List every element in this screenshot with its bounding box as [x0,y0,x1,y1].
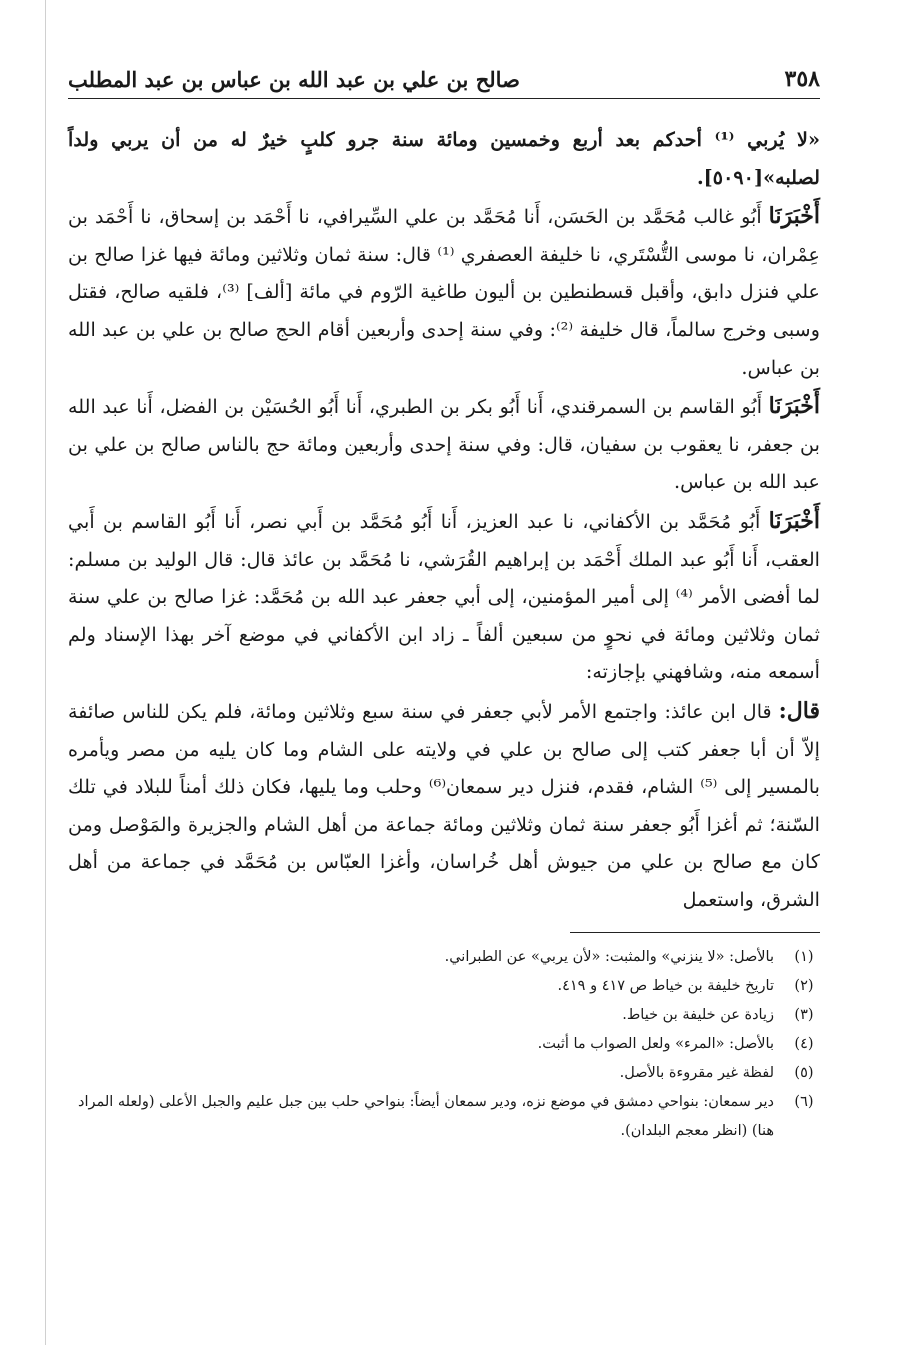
footnote-number: (٢) [794,978,814,995]
footnote-number: (٥) [794,1065,814,1082]
paragraph-text: أَبُو غالب مُحَمَّد بن الحَسَن، أَنا مُحَمَّد بن علي السِّيرافي، نا أَحْمَد بن إسحاق، نا أَحْمَد بن عِمْران، نا موسى التُّسْتَري، نا خليفة العصفري ⁽¹⁾ قال: سنة ثمان وثلاثين ومائة فيها غزا صالح بن علي فنزل دابق، وأقبل قسطنطين بن أليون طاغية الرّوم في مائة [ألف] ⁽³⁾، فلقيه صالح، فقتل وسبى وخرج سالماً، قال خليفة ⁽²⁾: وفي سنة إحدى وأربعين أقام الحج صالح بن علي بن عبد الله بن عباس. [68,205,821,379]
footnotes [68,943,820,1146]
footnote-text: بالأصل: «لا ينزني» والمثبت: «لأن يربي» عن الطبراني. [444,949,774,966]
book-page [68,48,820,1146]
paragraph-text: قال ابن عائذ: واجتمع الأمر لأبي جعفر في سنة سبع وثلاثين ومائة، فلم يكن للناس صائفة إلاّ أن أبا جعفر كتب إلى صالح بن علي في ولايته على الشام وما كان يليه من مصر ويأمره بالمسير إلى ⁽⁵⁾ الشام، فقدم، فنزل دير سمعان⁽⁶⁾ وحلب وما يليها، فكان ذلك أمناً للبلاد في تلك السّنة؛ ثم أغزا أَبُو جعفر سنة ثمان وثلاثين ومائة جماعة من أهل الشام والجزيرة والمَوْصل ومن كان مع صالح بن علي من جيوش أهل خُراسان، وأغزا العبّاس بن مُحَمَّد في جماعة من أهل الشرق، واستعمل [68,699,821,911]
page-number: ٣٥٨ [784,66,820,92]
running-header [68,48,820,99]
main-text [68,121,820,918]
paragraph-text: أَبُو القاسم بن السمرقندي، أَنا أَبُو بكر بن الطبري، أَنا أَبُو الحُسَيْن بن الفضل، أَنا عبد الله بن جعفر، نا يعقوب بن سفيان، قال: وفي سنة إحدى وأربعين ومائة حج بالناس صالح بن علي بن عبد الله بن عباس. [68,395,820,494]
footnote [68,943,820,972]
paragraph-text: «لا يُربي ⁽¹⁾ أحدكم بعد أربع وخمسين ومائة سنة جرو كلبٍ خيرٌ له من أن يربي ولداً لصلبه»[٥٠٩٠]. [68,128,820,189]
footnote [68,1088,820,1146]
paragraph-lead-word: أَخْبَرَنَا [768,203,820,230]
paragraph-lead-word: أَخْبَرَنَا [768,507,820,534]
narration-paragraph [68,503,820,691]
footnote-text: زيادة عن خليفة بن خياط. [622,1007,774,1024]
footnote-text: لفظة غير مقروءة بالأصل. [619,1065,774,1082]
paragraph-lead-word: أَخْبَرَنَا [768,393,820,420]
paragraph-text: أَبُو مُحَمَّد بن الأكفاني، نا عبد العزيز، أَنا أَبُو مُحَمَّد بن أَبي نصر، أَنا أَبُو القاسم بن أَبي العقب، أَنا أَبُو عبد الملك أَحْمَد بن إبراهيم القُرَشي، نا مُحَمَّد بن عائذ قال: قال الوليد بن مسلم: لما أفضى الأمر ⁽⁴⁾ إلى أمير المؤمنين، إلى أبي جعفر عبد الله بن مُحَمَّد: غزا صالح بن علي سنة ثمان وثلاثين ومائة في نحوٍ من سبعين ألفاً ـ زاد ابن الأكفاني في موضع آخر بهذا الإسناد ولم أسمعه منه، وشافهني بإجازته: [68,509,820,684]
footnote-number: (٦) [794,1094,814,1111]
footnote [68,1001,820,1030]
narration-paragraph [68,388,820,501]
paragraph-lead-word: قال: [778,697,820,724]
running-title: صالح بن علي بن عبد الله بن عباس بن عبد المطلب [68,67,520,92]
hadith-quote [68,121,820,196]
narration-paragraph [68,693,820,919]
narration-paragraph [68,198,820,386]
footnote [68,972,820,1001]
footnote-number: (١) [794,949,814,966]
page-edge-line [45,0,46,1345]
footnote-separator [570,932,820,933]
footnote-text: دير سمعان: بنواحي دمشق في موضع نزه، ودير سمعان أيضاً: بنواحي حلب بين جبل عليم والجبل الأعلى (ولعله المراد هنا) (انظر معجم البلدان). [77,1094,774,1140]
footnote-text: بالأصل: «المرء» ولعل الصواب ما أثبت. [537,1036,774,1053]
footnote [68,1059,820,1088]
footnote-number: (٤) [794,1036,814,1053]
footnote [68,1030,820,1059]
footnote-text: تاريخ خليفة بن خياط ص ٤١٧ و ٤١٩. [557,978,774,995]
footnote-number: (٣) [794,1007,814,1024]
